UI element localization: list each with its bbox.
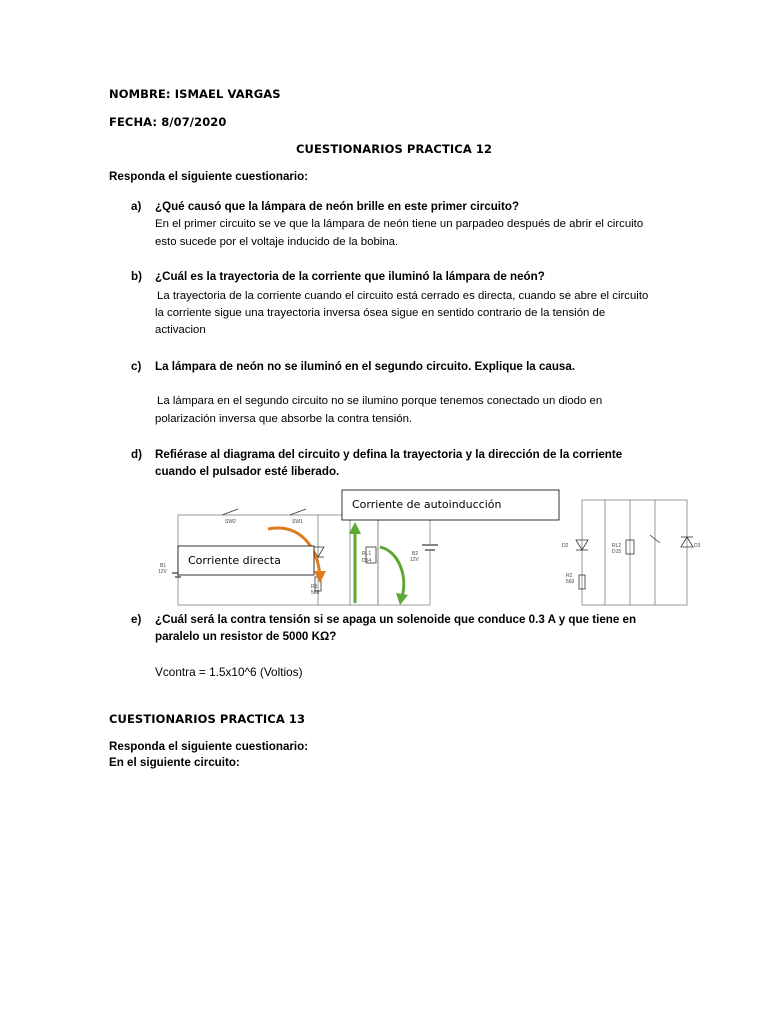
practice-13-title: CUESTIONARIOS PRACTICA 13 [109, 712, 306, 726]
right-circuit-loop [582, 500, 687, 605]
label-sw2: SW2 [225, 519, 236, 525]
question-c: La lámpara de neón no se iluminó en el segundo circuito. Explique la causa. [155, 360, 576, 373]
question-e-letter: e) [131, 613, 142, 626]
circuit-diagram [150, 485, 710, 610]
question-e-line2: paralelo un resistor de 5000 KΩ? [155, 630, 337, 643]
label-r2v: 560 [566, 579, 575, 585]
question-d-line1: Refiérase al diagrama del circuito y defina la trayectoria y la dirección de la corriente [155, 448, 623, 461]
question-d-line2: cuando el pulsador esté liberado. [155, 465, 340, 478]
question-a-letter: a) [131, 200, 142, 213]
self-induction-arrowhead-down [396, 593, 408, 605]
label-sw1: SW1 [292, 519, 303, 525]
label-b1v: 12V [158, 569, 167, 575]
date: FECHA: 8/07/2020 [109, 115, 227, 129]
label-rl1: RL1 [362, 551, 372, 557]
label-d2: D2 [562, 543, 569, 549]
label-b2v: 12V [410, 557, 419, 563]
intro-12: Responda el siguiente cuestionario: [109, 170, 309, 183]
direct-current-label: Corriente directa [188, 554, 281, 567]
label-b1: B1 [160, 563, 167, 569]
question-b: ¿Cuál es la trayectoria de la corriente que iluminó la lámpara de neón? [155, 270, 545, 283]
label-rl2: RL2 [612, 543, 622, 549]
label-r1: R1 [311, 584, 318, 590]
question-b-letter: b) [131, 270, 142, 283]
label-d14: D14 [362, 558, 372, 564]
student-name: NOMBRE: ISMAEL VARGAS [109, 87, 281, 101]
self-induction-arrow-down [380, 547, 404, 597]
answer-b-line1: La trayectoria de la corriente cuando el circuito está cerrado es directa, cuando se abre el circuito [157, 290, 649, 302]
label-d3: D3 [694, 543, 701, 549]
label-r2: R2 [566, 573, 573, 579]
question-e-line1: ¿Cuál será la contra tensión si se apaga un solenoide que conduce 0.3 A y que tiene en [155, 613, 637, 626]
question-d-letter: d) [131, 448, 142, 461]
answer-a-line1: En el primer circuito se ve que la lámpara de neón tiene un parpadeo después de abrir el circuito [155, 218, 644, 230]
answer-c-line1: La lámpara en el segundo circuito no se ilumino porque tenemos conectado un diodo en [157, 395, 603, 407]
question-c-letter: c) [131, 360, 142, 373]
answer-e: Vcontra = 1.5x10^6 (Voltios) [155, 665, 303, 679]
question-a: ¿Qué causó que la lámpara de neón brille en este primer circuito? [155, 200, 520, 213]
answer-b-line3: activacion [155, 324, 206, 336]
answer-a-line2: esto sucede por el voltaje inducido de la bobina. [155, 236, 399, 248]
answer-b-line2: la corriente sigue una trayectoria inversa ósea sigue en sentido contrario de la tensión de [155, 307, 606, 319]
answer-c-line2: polarización inversa que absorbe la contra tensión. [155, 413, 413, 425]
self-induction-arrowhead-up [349, 522, 361, 534]
self-induction-label: Corriente de autoinducción [352, 498, 502, 511]
intro-13: Responda el siguiente cuestionario: [109, 740, 309, 753]
label-b2: B2 [412, 551, 419, 557]
circuit-intro-13: En el siguiente circuito: [109, 756, 240, 769]
label-r1v: 560 [311, 590, 320, 596]
label-d15: D15 [612, 549, 622, 555]
practice-12-title: CUESTIONARIOS PRACTICA 12 [296, 142, 493, 156]
